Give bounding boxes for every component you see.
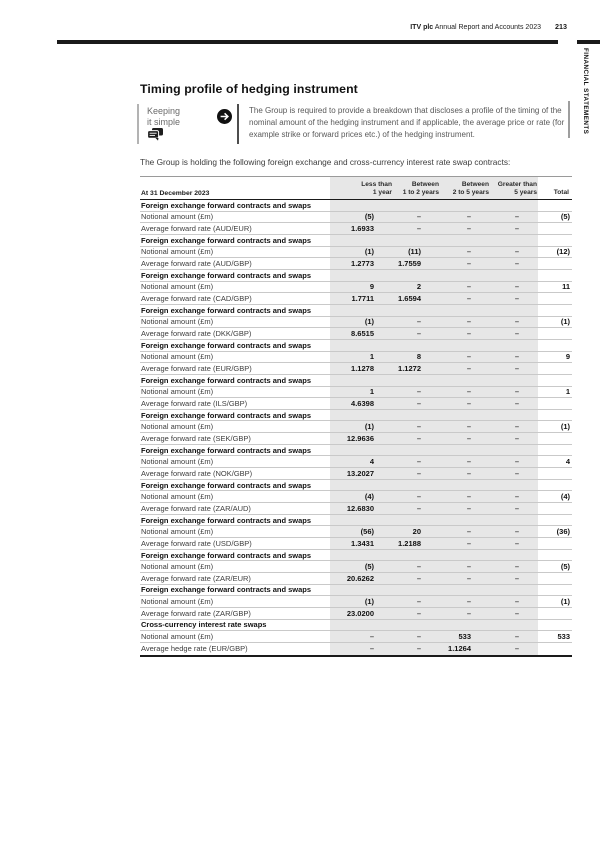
cell-value: 1.2188 bbox=[398, 538, 421, 548]
row-label: Notional amount (£m) bbox=[141, 387, 214, 397]
cell-value: – bbox=[369, 644, 374, 654]
row-label: Average forward rate (AUD/GBP) bbox=[141, 259, 252, 269]
cell-value: – bbox=[514, 527, 519, 537]
cell-value: 1.7559 bbox=[398, 259, 421, 269]
cell-value: – bbox=[416, 433, 421, 443]
cell-value: – bbox=[514, 387, 519, 397]
cell-value: (12) bbox=[556, 247, 570, 257]
table-row bbox=[140, 596, 572, 608]
row-label: Average forward rate (ZAR/GBP) bbox=[141, 608, 251, 618]
callout-label-line1: Keeping bbox=[147, 106, 181, 116]
row-label: Notional amount (£m) bbox=[141, 422, 214, 432]
table-row bbox=[140, 398, 572, 410]
section-header-label: Foreign exchange forward contracts and swaps bbox=[141, 410, 312, 420]
cell-value: 1.1264 bbox=[448, 644, 471, 654]
section-header-label: Foreign exchange forward contracts and swaps bbox=[141, 270, 312, 280]
table-row bbox=[140, 363, 572, 375]
cell-value: – bbox=[466, 212, 471, 222]
cell-value: – bbox=[514, 317, 519, 327]
section-header-label: Foreign exchange forward contracts and swaps bbox=[141, 445, 312, 455]
cell-value: – bbox=[466, 294, 471, 304]
cell-value: – bbox=[514, 294, 519, 304]
side-tab-rule bbox=[577, 40, 600, 44]
section-header-label: Foreign exchange forward contracts and swaps bbox=[141, 235, 312, 245]
row-label: Average forward rate (AUD/EUR) bbox=[141, 224, 252, 234]
cell-value: – bbox=[466, 224, 471, 234]
table-section-header bbox=[140, 305, 572, 317]
row-label: Notional amount (£m) bbox=[141, 562, 214, 572]
cell-value: – bbox=[514, 247, 519, 257]
cell-value: – bbox=[466, 468, 471, 478]
side-tab-financial-statements: FINANCIAL STATEMENTS bbox=[582, 48, 589, 135]
table-row bbox=[140, 247, 572, 259]
table-row bbox=[140, 387, 572, 399]
table-row bbox=[140, 328, 572, 340]
hedging-table bbox=[140, 176, 572, 657]
cell-value: 1.6933 bbox=[351, 224, 374, 234]
cell-value: – bbox=[514, 282, 519, 292]
cell-value: – bbox=[416, 212, 421, 222]
row-label: Notional amount (£m) bbox=[141, 247, 214, 257]
section-header-label: Foreign exchange forward contracts and swaps bbox=[141, 340, 312, 350]
cell-value: – bbox=[416, 562, 421, 572]
cell-value: (1) bbox=[364, 317, 374, 327]
cell-value: – bbox=[466, 352, 471, 362]
cell-value: (56) bbox=[360, 527, 374, 537]
cell-value: – bbox=[416, 398, 421, 408]
row-label: Average forward rate (CAD/GBP) bbox=[141, 294, 252, 304]
row-label: Notional amount (£m) bbox=[141, 632, 214, 642]
cell-value: – bbox=[514, 259, 519, 269]
cell-value: – bbox=[416, 224, 421, 234]
row-label: Average forward rate (ILS/GBP) bbox=[141, 398, 248, 408]
cell-value: – bbox=[416, 644, 421, 654]
table-section-header bbox=[140, 550, 572, 562]
table-row bbox=[140, 352, 572, 364]
running-header bbox=[410, 22, 567, 31]
cell-value: – bbox=[514, 562, 519, 572]
column-header: Between 1 to 2 years bbox=[402, 181, 439, 197]
cell-value: – bbox=[416, 503, 421, 513]
cell-value: 23.0200 bbox=[346, 608, 374, 618]
row-label: Average hedge rate (EUR/GBP) bbox=[141, 644, 248, 654]
cell-value: – bbox=[466, 457, 471, 467]
cell-value: – bbox=[416, 597, 421, 607]
table-header-row bbox=[140, 177, 572, 200]
callout-label-box bbox=[139, 104, 237, 144]
column-header: Total bbox=[553, 189, 569, 197]
table-row bbox=[140, 503, 572, 515]
cell-value: 1 bbox=[369, 387, 374, 397]
cell-value: – bbox=[466, 282, 471, 292]
cell-value: 1.7711 bbox=[351, 294, 374, 304]
arrow-right-circle-icon bbox=[217, 109, 232, 127]
cell-value: 4 bbox=[565, 457, 570, 467]
cell-value: – bbox=[369, 632, 374, 642]
cell-value: – bbox=[514, 329, 519, 339]
table-row bbox=[140, 317, 572, 329]
table-section-header bbox=[140, 445, 572, 457]
table-row bbox=[140, 468, 572, 480]
table-section-header bbox=[140, 620, 572, 632]
header-rule bbox=[57, 40, 558, 44]
table-row bbox=[140, 456, 572, 468]
speech-bubbles-icon bbox=[147, 128, 164, 144]
row-label: Average forward rate (EUR/GBP) bbox=[141, 364, 252, 374]
section-header-label: Foreign exchange forward contracts and swaps bbox=[141, 305, 312, 315]
cell-value: – bbox=[514, 457, 519, 467]
callout-text: The Group is required to provide a breakdown that discloses a profile of the timing of the nominal amount of the hedging instrument and if applicable, the average price or rate (for example strike or forward prices etc.) of the hedging instrument. bbox=[249, 106, 565, 139]
cell-value: – bbox=[416, 492, 421, 502]
header-line bbox=[410, 24, 541, 31]
cell-value: – bbox=[514, 212, 519, 222]
keeping-it-simple-callout bbox=[137, 104, 572, 144]
cell-value: (4) bbox=[560, 492, 570, 502]
row-label: Average forward rate (NOK/GBP) bbox=[141, 468, 253, 478]
cell-value: – bbox=[466, 364, 471, 374]
cell-value: 533 bbox=[557, 632, 570, 642]
cell-value: (1) bbox=[364, 247, 374, 257]
cell-value: – bbox=[514, 468, 519, 478]
section-header-label: Foreign exchange forward contracts and swaps bbox=[141, 585, 312, 595]
table-row bbox=[140, 421, 572, 433]
table-section-header bbox=[140, 375, 572, 387]
table-row bbox=[140, 491, 572, 503]
cell-value: 1.1272 bbox=[398, 364, 421, 374]
cell-value: – bbox=[416, 608, 421, 618]
cell-value: 12.6830 bbox=[346, 503, 374, 513]
cell-value: (4) bbox=[364, 492, 374, 502]
table-row bbox=[140, 282, 572, 294]
cell-value: – bbox=[514, 492, 519, 502]
cell-value: 2 bbox=[416, 282, 421, 292]
cell-value: – bbox=[514, 398, 519, 408]
cell-value: – bbox=[466, 562, 471, 572]
main-content bbox=[140, 82, 572, 657]
cell-value: 20.6262 bbox=[346, 573, 374, 583]
cell-value: (5) bbox=[560, 212, 570, 222]
table-row bbox=[140, 258, 572, 270]
row-label: Average forward rate (SEK/GBP) bbox=[141, 433, 251, 443]
column-header: Between 2 to 5 years bbox=[452, 181, 489, 197]
cell-value: – bbox=[416, 329, 421, 339]
cell-value: – bbox=[416, 422, 421, 432]
table-section-header bbox=[140, 200, 572, 212]
cell-value: 9 bbox=[565, 352, 570, 362]
cell-value: 4 bbox=[369, 457, 374, 467]
table-row bbox=[140, 631, 572, 643]
cell-value: – bbox=[514, 364, 519, 374]
cell-value: – bbox=[466, 608, 471, 618]
cell-value: (1) bbox=[364, 422, 374, 432]
cell-value: – bbox=[466, 387, 471, 397]
table-row bbox=[140, 538, 572, 550]
cell-value: – bbox=[466, 398, 471, 408]
cell-value: – bbox=[514, 433, 519, 443]
cell-value: – bbox=[514, 224, 519, 234]
cell-value: 13.2027 bbox=[346, 468, 374, 478]
cell-value: – bbox=[514, 632, 519, 642]
section-header-label: Foreign exchange forward contracts and swaps bbox=[141, 375, 312, 385]
cell-value: – bbox=[514, 503, 519, 513]
cell-value: – bbox=[466, 503, 471, 513]
cell-value: – bbox=[514, 597, 519, 607]
table-section-header bbox=[140, 480, 572, 492]
row-label: Average forward rate (USD/GBP) bbox=[141, 538, 252, 548]
table-intro-text: The Group is holding the following foreign exchange and cross-currency interest rate swap contracts: bbox=[140, 157, 511, 167]
cell-value: 11 bbox=[562, 282, 570, 292]
cell-value: – bbox=[514, 352, 519, 362]
table-row bbox=[140, 526, 572, 538]
cell-value: (1) bbox=[364, 597, 374, 607]
cell-value: – bbox=[416, 317, 421, 327]
table-date-label: At 31 December 2023 bbox=[141, 190, 210, 197]
cell-value: – bbox=[514, 573, 519, 583]
table-row bbox=[140, 608, 572, 620]
cell-value: 1 bbox=[565, 387, 570, 397]
cell-value: – bbox=[466, 433, 471, 443]
row-label: Notional amount (£m) bbox=[141, 457, 214, 467]
cell-value: – bbox=[416, 457, 421, 467]
table-row bbox=[140, 433, 572, 445]
table-row bbox=[140, 643, 572, 655]
cell-value: – bbox=[514, 608, 519, 618]
row-label: Notional amount (£m) bbox=[141, 492, 214, 502]
cell-value: – bbox=[466, 597, 471, 607]
row-label: Notional amount (£m) bbox=[141, 527, 214, 537]
callout-label-line2: it simple bbox=[147, 116, 181, 127]
column-header: Less than 1 year bbox=[361, 181, 392, 197]
cell-value: – bbox=[416, 632, 421, 642]
page-title: Timing profile of hedging instrument bbox=[140, 82, 358, 96]
cell-value: 12.9636 bbox=[346, 433, 374, 443]
cell-value: – bbox=[466, 317, 471, 327]
row-label: Notional amount (£m) bbox=[141, 317, 214, 327]
table-section-header bbox=[140, 515, 572, 527]
section-header-label: Foreign exchange forward contracts and swaps bbox=[141, 480, 312, 490]
column-header: Greater than 5 years bbox=[497, 181, 537, 197]
cell-value: (5) bbox=[560, 562, 570, 572]
table-section-header bbox=[140, 410, 572, 422]
row-label: Notional amount (£m) bbox=[141, 282, 214, 292]
table-row bbox=[140, 212, 572, 224]
cell-value: – bbox=[466, 492, 471, 502]
cell-value: – bbox=[466, 573, 471, 583]
row-label: Average forward rate (ZAR/EUR) bbox=[141, 573, 251, 583]
row-label: Average forward rate (ZAR/AUD) bbox=[141, 503, 251, 513]
cell-value: – bbox=[466, 329, 471, 339]
brand-name: ITV plc bbox=[410, 24, 434, 31]
row-label: Notional amount (£m) bbox=[141, 597, 214, 607]
row-label: Average forward rate (DKK/GBP) bbox=[141, 329, 252, 339]
cell-value: 533 bbox=[458, 632, 471, 642]
cell-value: – bbox=[466, 247, 471, 257]
cell-value: 1.6594 bbox=[398, 294, 421, 304]
cell-value: – bbox=[514, 422, 519, 432]
cell-value: 4.6398 bbox=[351, 398, 374, 408]
section-header-label: Foreign exchange forward contracts and swaps bbox=[141, 515, 312, 525]
table-section-header bbox=[140, 585, 572, 597]
table-row bbox=[140, 293, 572, 305]
cell-value: – bbox=[466, 422, 471, 432]
section-header-label: Foreign exchange forward contracts and swaps bbox=[141, 550, 312, 560]
table-row bbox=[140, 223, 572, 235]
table-section-header bbox=[140, 340, 572, 352]
cell-value: (36) bbox=[556, 527, 570, 537]
row-label: Notional amount (£m) bbox=[141, 212, 214, 222]
cell-value: 8.6515 bbox=[351, 329, 374, 339]
cell-value: 1.2773 bbox=[351, 259, 374, 269]
cell-value: – bbox=[416, 387, 421, 397]
table-section-header bbox=[140, 235, 572, 247]
cell-value: 1 bbox=[369, 352, 374, 362]
cell-value: (1) bbox=[560, 597, 570, 607]
cell-value: – bbox=[514, 538, 519, 548]
cell-value: 20 bbox=[412, 527, 421, 537]
section-header-label: Cross-currency interest rate swaps bbox=[141, 620, 267, 630]
cell-value: – bbox=[416, 468, 421, 478]
cell-value: – bbox=[514, 644, 519, 654]
cell-value: 9 bbox=[369, 282, 374, 292]
cell-value: 8 bbox=[416, 352, 421, 362]
cell-value: – bbox=[466, 538, 471, 548]
row-label: Notional amount (£m) bbox=[141, 352, 214, 362]
cell-value: – bbox=[466, 259, 471, 269]
section-header-label: Foreign exchange forward contracts and swaps bbox=[141, 200, 312, 210]
cell-value: (1) bbox=[560, 317, 570, 327]
cell-value: (11) bbox=[408, 247, 421, 257]
cell-value: 1.3431 bbox=[351, 538, 374, 548]
page-number: 213 bbox=[555, 22, 567, 31]
cell-value: – bbox=[416, 573, 421, 583]
cell-value: (5) bbox=[364, 212, 374, 222]
cell-value: (1) bbox=[560, 422, 570, 432]
table-section-header bbox=[140, 270, 572, 282]
report-title: Annual Report and Accounts 2023 bbox=[434, 24, 541, 31]
cell-value: (5) bbox=[364, 562, 374, 572]
cell-value: 1.1278 bbox=[351, 364, 374, 374]
table-row bbox=[140, 561, 572, 573]
cell-value: – bbox=[466, 527, 471, 537]
table-row bbox=[140, 573, 572, 585]
